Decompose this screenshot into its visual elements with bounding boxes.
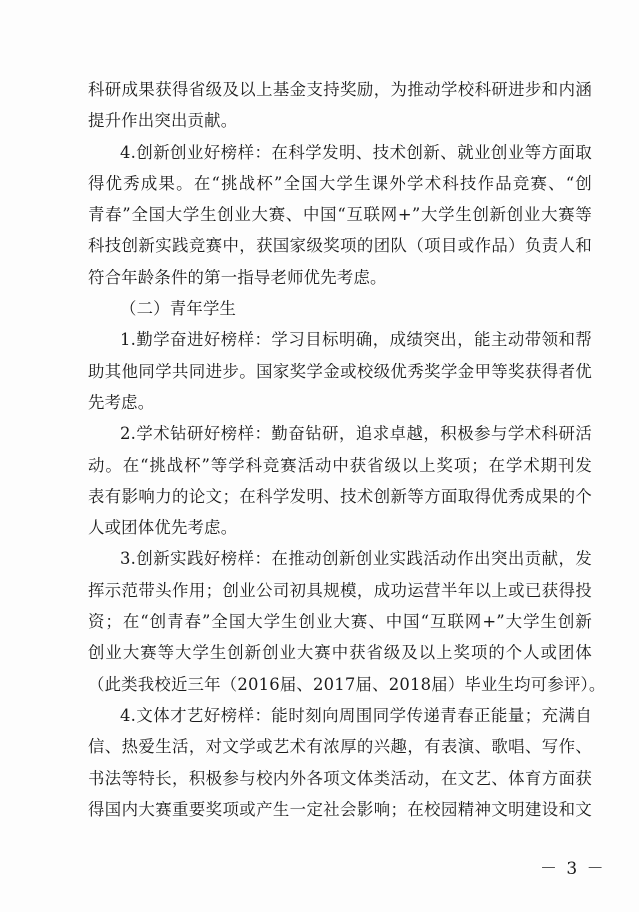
text-line: 提升作出突出贡献。 xyxy=(88,111,238,131)
text-line: （此类我校近三年（2016届、2017届、2018届）毕业生均可参评）。 xyxy=(88,674,606,694)
text-line: 资；在“创青春”全国大学生创业大赛、中国“互联网+”大学生创新 xyxy=(88,612,592,632)
text-line: 动。在“挑战杯”等学科竞赛活动中获省级以上奖项；在学术期刊发 xyxy=(88,455,592,475)
text-line: 表有影响力的论文；在科学发明、技术创新等方面取得优秀成果的个 xyxy=(88,486,592,506)
text-line: 得国内大赛重要奖项或产生一定社会影响；在校园精神文明建设和文 xyxy=(88,799,592,819)
text-line: 2.学术钻研好榜样：勤奋钻研，追求卓越，积极参与学术科研活 xyxy=(120,424,592,444)
text-line: 4.文体才艺好榜样：能时刻向周围同学传递青春正能量；充满自 xyxy=(120,705,592,725)
text-line: 书法等特长，积极参与校内外各项文体类活动，在文艺、体育方面获 xyxy=(88,768,592,788)
text-line: 得优秀成果。在“挑战杯”全国大学生课外学术科技作品竞赛、“创 xyxy=(88,173,592,193)
text-line: 创业大赛等大学生创新创业大赛中获省级及以上奖项的个人或团体 xyxy=(88,643,592,663)
text-line: 助其他同学共同进步。国家奖学金或校级优秀奖学金甲等奖获得者优 xyxy=(88,361,592,381)
text-line: （二）青年学生 xyxy=(120,299,237,319)
text-line: 4.创新创业好榜样：在科学发明、技术创新、就业创业等方面取 xyxy=(120,142,592,162)
text-line: 先考虑。 xyxy=(88,392,155,412)
text-line: 挥示范带头作用；创业公司初具规模，成功运营半年以上或已获得投 xyxy=(88,580,592,600)
text-line: 青春”全国大学生创业大赛、中国“互联网+”大学生创新创业大赛等 xyxy=(88,205,592,225)
text-line: 科技创新实践竞赛中，获国家级奖项的团队（项目或作品）负责人和 xyxy=(88,236,592,256)
text-line: 符合年龄条件的第一指导老师优先考虑。 xyxy=(88,267,387,287)
text-line: 信、热爱生活，对文学或艺术有浓厚的兴趣，有表演、歌唱、写作、 xyxy=(88,737,592,757)
text-line: 3.创新实践好榜样：在推动创新创业实践活动作出突出贡献，发 xyxy=(120,549,592,569)
document-body xyxy=(88,74,606,825)
page-number: － 3 － xyxy=(540,859,606,879)
text-line: 人或团体优先考虑。 xyxy=(88,518,238,538)
text-line: 科研成果获得省级及以上基金支持奖励，为推动学校科研进步和内涵 xyxy=(88,80,592,99)
text-line: 1.勤学奋进好榜样：学习目标明确，成绩突出，能主动带领和帮 xyxy=(120,330,592,350)
